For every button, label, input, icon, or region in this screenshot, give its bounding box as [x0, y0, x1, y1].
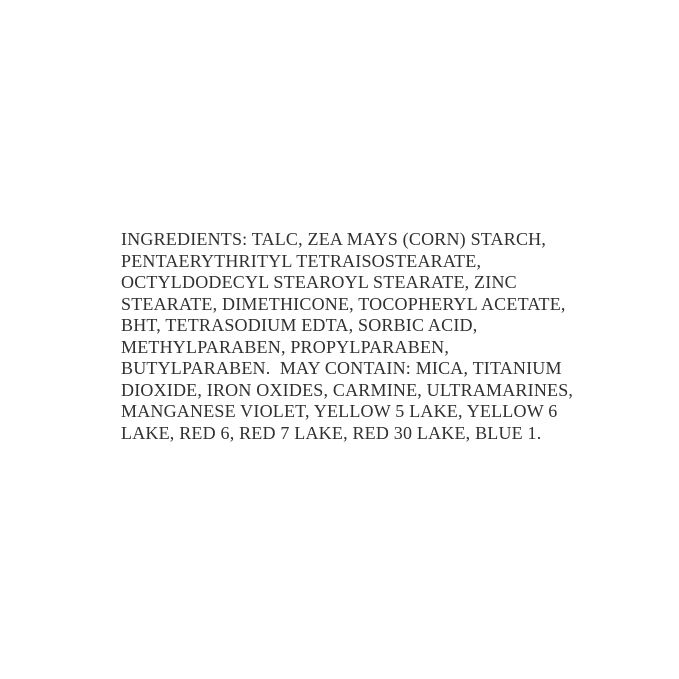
- ingredients-line: STEARATE, DIMETHICONE, TOCOPHERYL ACETATE,: [121, 293, 566, 314]
- ingredients-line: LAKE, RED 6, RED 7 LAKE, RED 30 LAKE, BLUE 1.: [121, 422, 542, 443]
- ingredients-line: BHT, TETRASODIUM EDTA, SORBIC ACID,: [121, 315, 478, 335]
- ingredients-line: MANGANESE VIOLET, YELLOW 5 LAKE, YELLOW 6: [121, 401, 558, 421]
- ingredients-line: PENTAERYTHRITYL TETRAISOSTEARATE,: [121, 250, 482, 271]
- ingredients-line: OCTYLDODECYL STEAROYL STEARATE, ZINC: [121, 272, 517, 292]
- ingredients-line: DIOXIDE, IRON OXIDES, CARMINE, ULTRAMARINES,: [121, 379, 574, 400]
- ingredients-line: METHYLPARABEN, PROPYLPARABEN,: [121, 336, 450, 357]
- ingredients-text-block: [121, 229, 591, 444]
- ingredients-line: INGREDIENTS: TALC, ZEA MAYS (CORN) STARCH,: [121, 229, 547, 249]
- ingredients-line: BUTYLPARABEN. MAY CONTAIN: MICA, TITANIUM: [121, 358, 562, 378]
